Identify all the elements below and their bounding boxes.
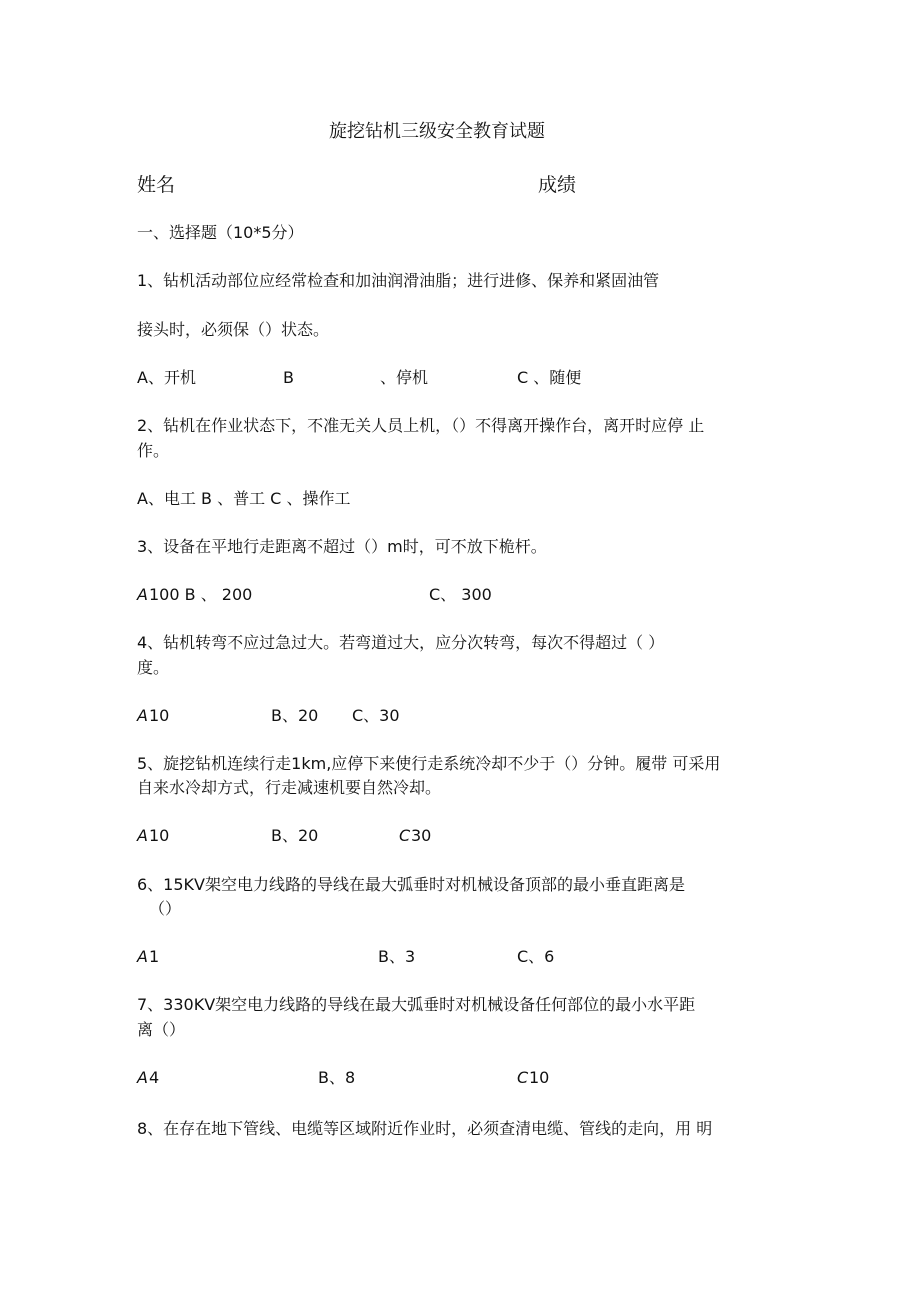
question-text: 自来水冷却方式，行走减速机要自然冷却。: [137, 778, 442, 797]
question-text: 8、在存在地下管线、电缆等区域附近作业时，必须查清电缆、管线的走向，用 明: [137, 1119, 713, 1138]
option-c-value: 30: [411, 826, 432, 845]
option-c: C: [517, 1068, 529, 1087]
option-a: A: [137, 947, 148, 966]
option-a: A: [137, 826, 148, 845]
option-a-value: 10: [149, 706, 170, 725]
document-title: 旋挖钻机三级安全教育试题: [329, 121, 545, 142]
option-b: B、8: [318, 1068, 356, 1087]
score-label: 成绩: [538, 174, 577, 196]
option-b: B、20: [271, 706, 319, 725]
question-text: 2、钻机在作业状态下，不准无关人员上机，（）不得离开操作台，离开时应停 止: [137, 416, 705, 435]
option-c-value: 10: [529, 1068, 550, 1087]
option-b-text: 、停机: [380, 368, 429, 387]
question-text: 离（）: [137, 1020, 186, 1039]
question-text: 作。: [137, 441, 170, 460]
option-a: A: [137, 1068, 148, 1087]
option-c: C、 300: [429, 585, 492, 604]
option-a: A: [137, 585, 148, 604]
option-a-value: 10: [149, 826, 170, 845]
question-text: （）: [149, 899, 182, 918]
options-row: A、电工 B 、普工 C 、操作工: [137, 489, 351, 508]
question-text: 1、钻机活动部位应经常检查和加油润滑油脂；进行进修、保养和紧固油管: [137, 271, 660, 290]
name-label: 姓名: [137, 174, 176, 196]
option-a: A、开机: [137, 368, 196, 387]
section-heading: 一、选择题（10*5分）: [137, 223, 304, 242]
option-b: B、20: [271, 826, 319, 845]
option-b: B: [283, 368, 294, 387]
question-text: 7、330KV架空电力线路的导线在最大弧垂时对机械设备任何部位的最小水平距: [137, 995, 696, 1014]
option-c: C: [399, 826, 411, 845]
option-a-value: 4: [149, 1068, 160, 1087]
question-text: 3、设备在平地行走距离不超过（）m时，可不放下桅杆。: [137, 537, 547, 556]
option-c: C、30: [352, 706, 400, 725]
option-a-value: 1: [149, 947, 160, 966]
question-text: 度。: [137, 658, 170, 677]
question-text: 5、旋挖钻机连续行走1km,应停下来使行走系统冷却不少于（）分钟。履带 可采用: [137, 754, 721, 773]
option-c: C、6: [517, 947, 555, 966]
question-text: 6、15KV架空电力线路的导线在最大弧垂时对机械设备顶部的最小垂直距离是: [137, 875, 685, 894]
option-a-b-values: 100 B 、 200: [149, 585, 253, 604]
question-text: 4、钻机转弯不应过急过大。若弯道过大，应分次转弯，每次不得超过（ ）: [137, 633, 665, 652]
option-a: A: [137, 706, 148, 725]
question-text: 接头时，必须保（）状态。: [137, 320, 330, 339]
option-c: C 、随便: [517, 368, 582, 387]
option-b: B、3: [378, 947, 416, 966]
